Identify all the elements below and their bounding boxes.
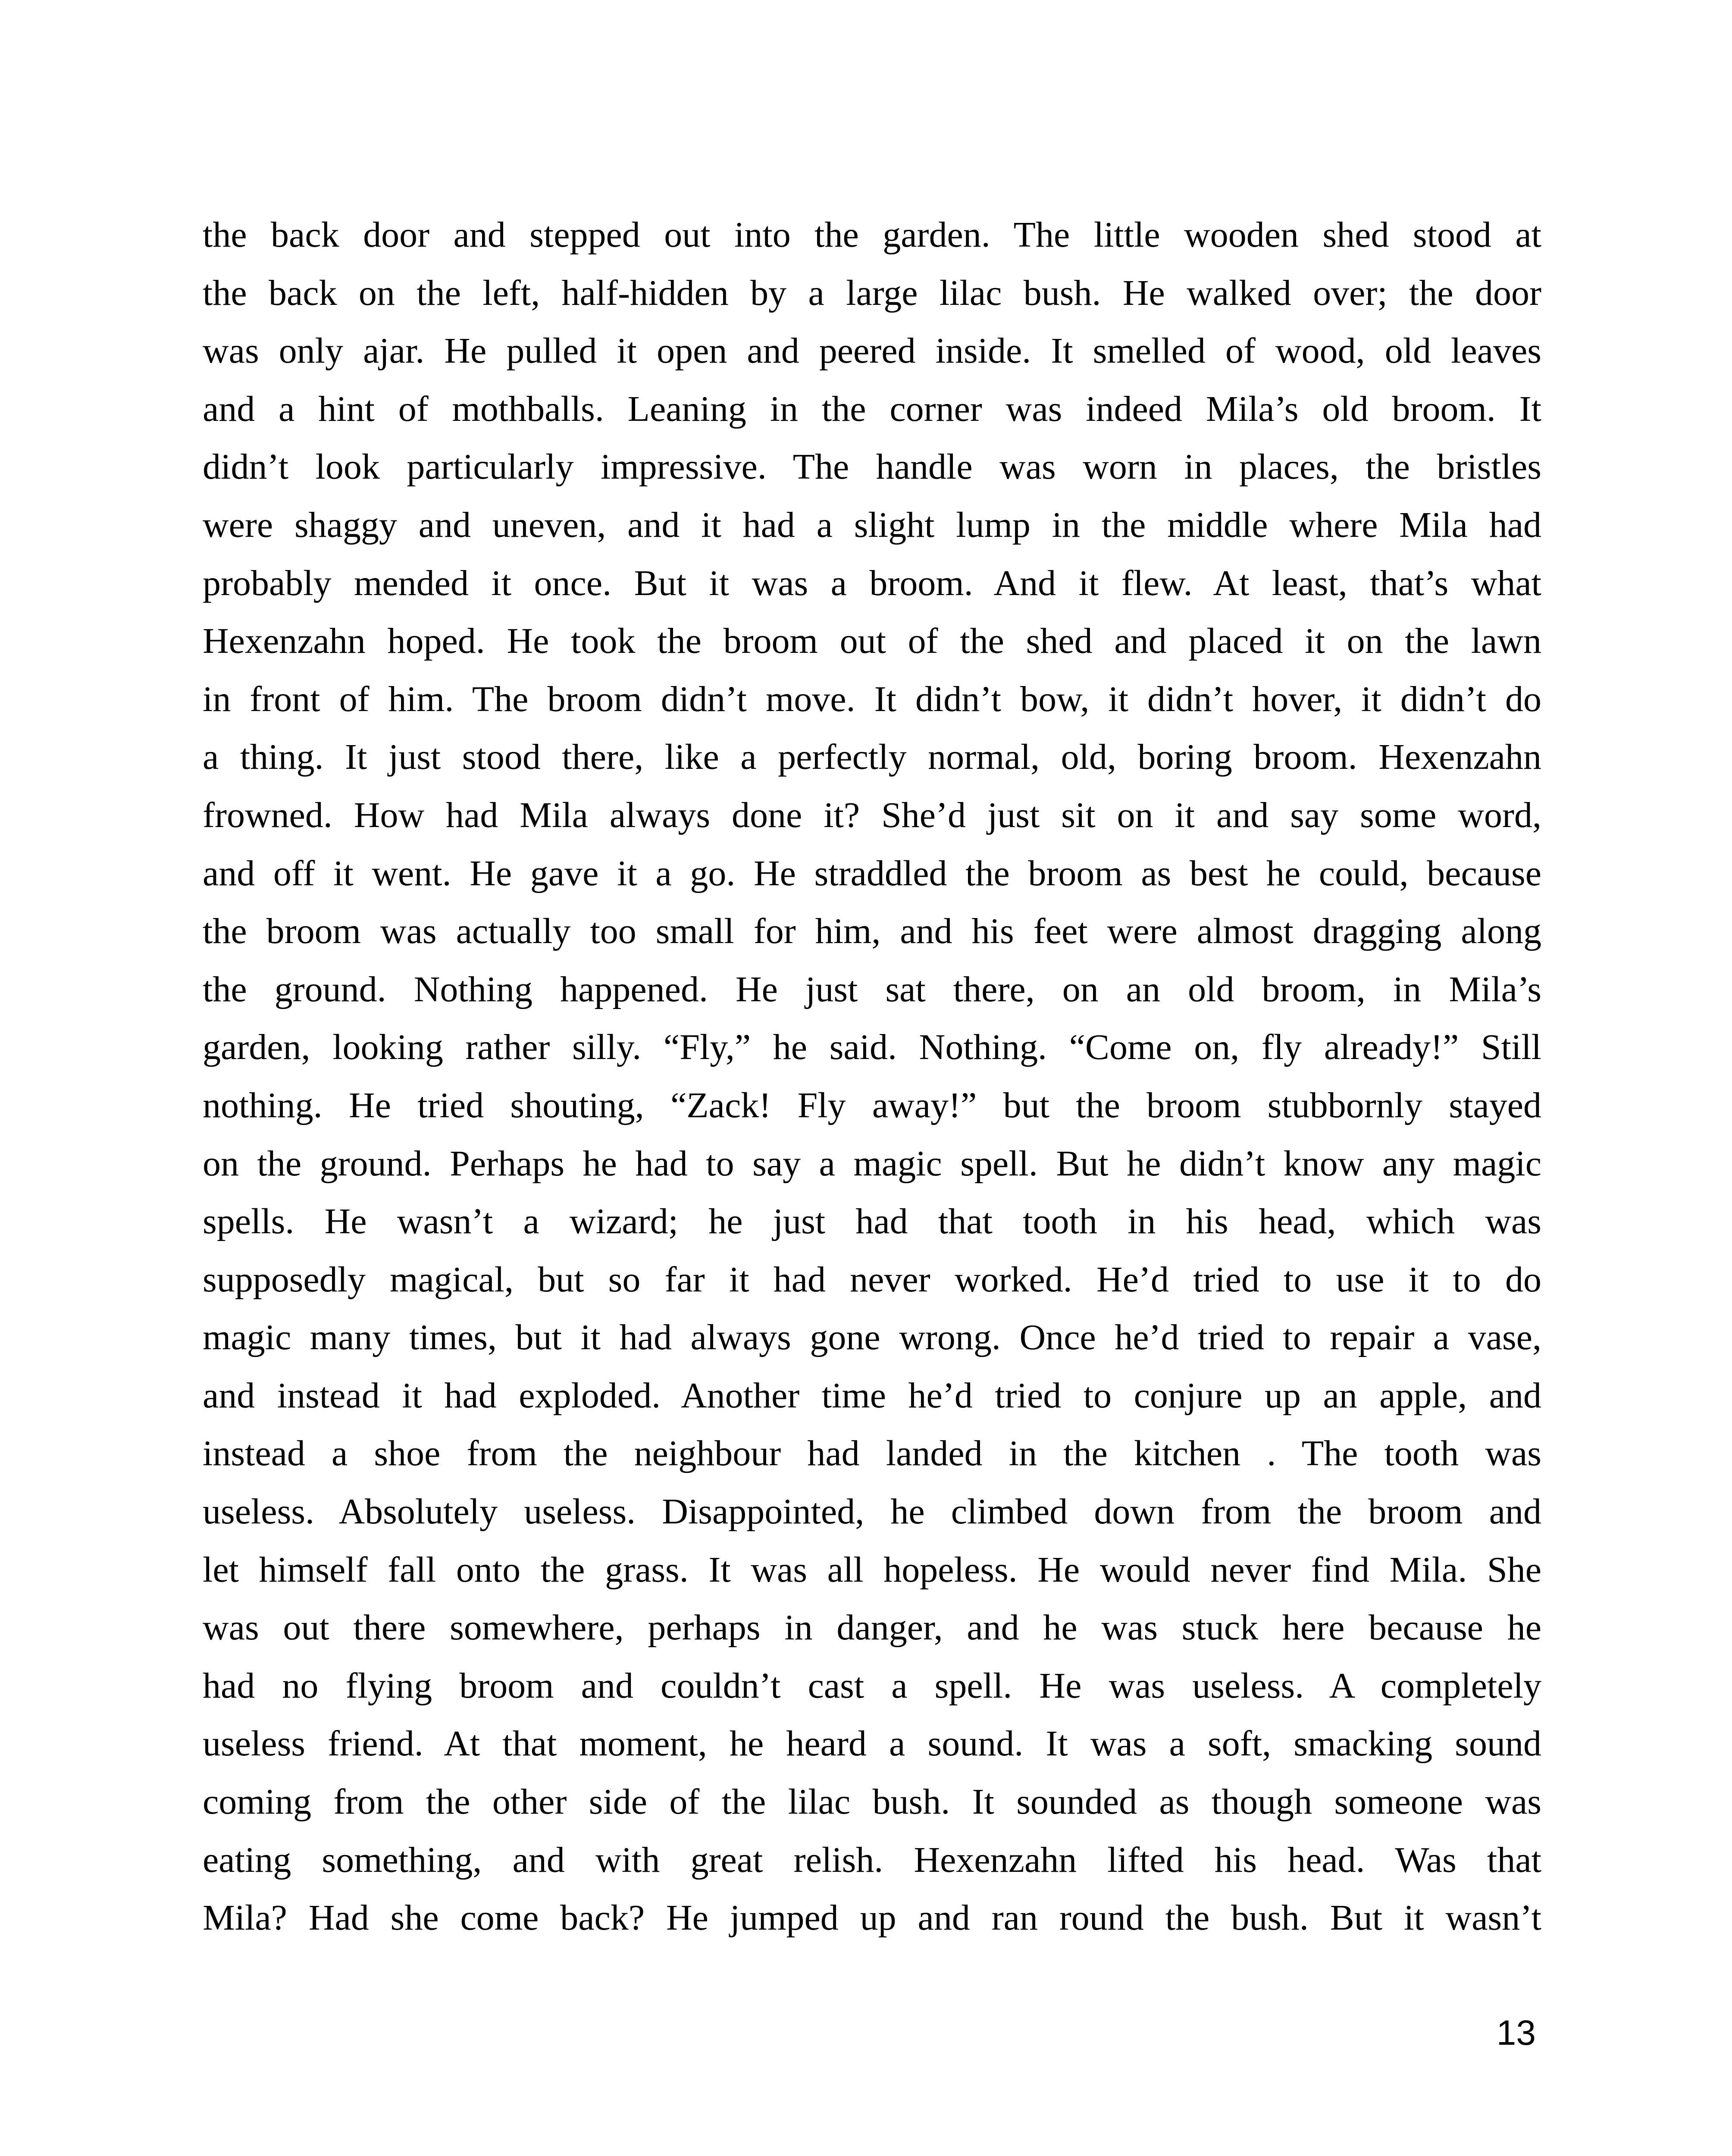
text-line: didn’t look particularly impressive. The handle was worn in places, the bristles (203, 447, 1541, 487)
text-line: was only ajar. He pulled it open and peered inside. It smelled of wood, old leaves (203, 331, 1541, 371)
text-line: and a hint of mothballs. Leaning in the corner was indeed Mila’s old broom. It (203, 389, 1541, 429)
body-text (203, 206, 1541, 1947)
page-number: 13 (1496, 2013, 1536, 2053)
text-line: coming from the other side of the lilac bush. It sounded as though someone was (203, 1782, 1541, 1822)
text-line: and off it went. He gave it a go. He straddled the broom as best he could, because (203, 853, 1541, 893)
text-line: a thing. It just stood there, like a perfectly normal, old, boring broom. Hexenzahn (203, 737, 1541, 777)
text-line: was out there somewhere, perhaps in danger, and he was stuck here because he (203, 1608, 1541, 1648)
text-line: the broom was actually too small for him, and his feet were almost dragging along (203, 911, 1541, 952)
text-line: useless. Absolutely useless. Disappointed, he climbed down from the broom and (203, 1492, 1541, 1532)
text-line: magic many times, but it had always gone wrong. Once he’d tried to repair a vase, (203, 1317, 1541, 1358)
text-line: Hexenzahn hoped. He took the broom out of the shed and placed it on the lawn (203, 621, 1541, 661)
text-line: Mila? Had she come back? He jumped up and ran round the bush. But it wasn’t (203, 1898, 1541, 1938)
text-line: garden, looking rather silly. “Fly,” he said. Nothing. “Come on, fly already!” Still (203, 1027, 1541, 1068)
text-line: were shaggy and uneven, and it had a slight lump in the middle where Mila had (203, 505, 1541, 545)
text-line: the back door and stepped out into the garden. The little wooden shed stood at (203, 215, 1541, 255)
text-line: had no flying broom and couldn’t cast a spell. He was useless. A completely (203, 1665, 1541, 1706)
text-line: nothing. He tried shouting, “Zack! Fly away!” but the broom stubbornly stayed (203, 1085, 1541, 1125)
text-line: instead a shoe from the neighbour had landed in the kitchen . The tooth was (203, 1433, 1541, 1474)
text-line: the ground. Nothing happened. He just sat there, on an old broom, in Mila’s (203, 969, 1541, 1009)
text-line: let himself fall onto the grass. It was all hopeless. He would never find Mila. She (203, 1549, 1541, 1590)
text-line: the back on the left, half-hidden by a large lilac bush. He walked over; the door (203, 273, 1541, 313)
text-line: useless friend. At that moment, he heard a sound. It was a soft, smacking sound (203, 1724, 1541, 1764)
text-line: eating something, and with great relish. Hexenzahn lifted his head. Was that (203, 1839, 1541, 1880)
text-line: and instead it had exploded. Another time he’d tried to conjure up an apple, and (203, 1375, 1541, 1416)
text-line: probably mended it once. But it was a broom. And it flew. At least, that’s what (203, 563, 1541, 603)
text-line: on the ground. Perhaps he had to say a magic spell. But he didn’t know any magic (203, 1143, 1541, 1184)
text-line: frowned. How had Mila always done it? She’d just sit on it and say some word, (203, 795, 1541, 835)
text-line: supposedly magical, but so far it had never worked. He’d tried to use it to do (203, 1259, 1541, 1300)
text-line: in front of him. The broom didn’t move. It didn’t bow, it didn’t hover, it didn’t do (203, 679, 1541, 719)
text-line: spells. He wasn’t a wizard; he just had that tooth in his head, which was (203, 1201, 1541, 1242)
